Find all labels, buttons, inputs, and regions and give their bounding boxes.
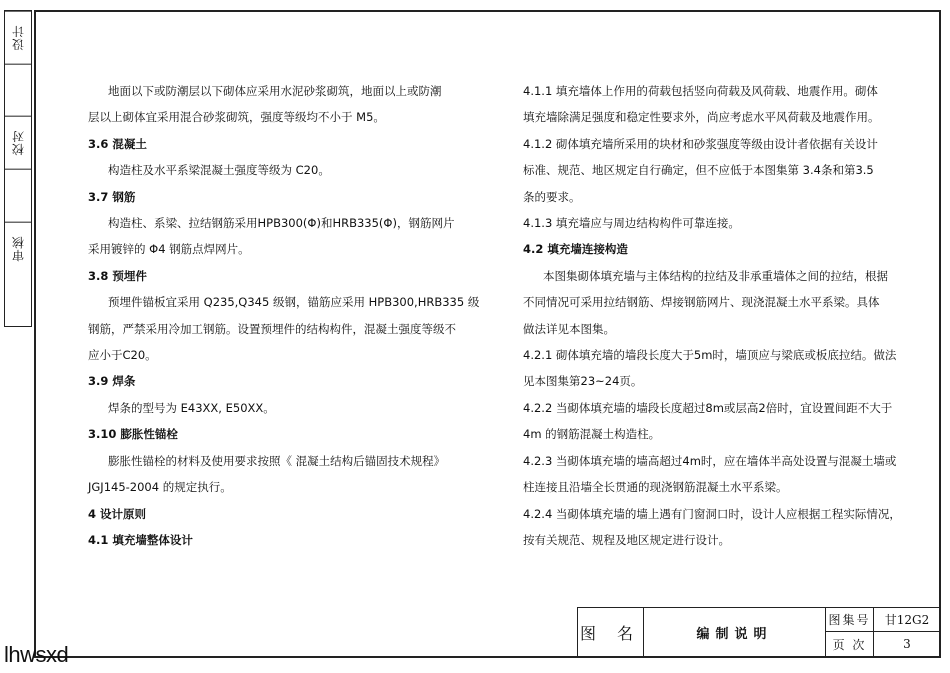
text-line: 柱连接且沿墙全长贯通的现浇钢筋混凝土水平系梁。 — [523, 480, 788, 495]
sidebar-cell: 校对 — [5, 116, 31, 169]
text-line: 4.1.1 填充墙体上作用的荷载包括竖向荷载及风荷载、地震作用。砌体 — [523, 84, 878, 98]
approval-sidebar — [4, 10, 32, 327]
text-line: 钢筋，严禁采用冷加工钢筋。设置预埋件的结构构件，混凝土强度等级不 — [88, 321, 456, 336]
atlas-number-label: 图集号 — [826, 608, 874, 631]
text-line: 4.2.2 当砌体填充墙的墙段长度超过8m或层高2倍时，宜设置间距不大于 — [523, 400, 893, 415]
sidebar-cell — [5, 64, 31, 117]
sidebar-cell: 审核 — [5, 222, 31, 275]
section-heading: 4 设计原则 — [88, 506, 147, 521]
section-heading: 3.6 混凝土 — [88, 136, 147, 151]
text-line: 焊条的型号为 E43XX, E50XX。 — [108, 400, 275, 415]
atlas-number-value: 甘12G2 — [884, 613, 930, 627]
text-line: 膨胀性锚栓的材料及使用要求按照《 混凝土结构后锚固技术规程》 — [108, 453, 446, 468]
text-line: 构造柱及水平系梁混凝土强度等级为 C20。 — [108, 163, 330, 178]
text-line: 构造柱、系梁、拉结钢筋采用HPB300(Φ)和HRB335(Φ)，钢筋网片 — [108, 216, 455, 231]
text-line: 4.2.4 当砌体填充墙的墙上遇有门窗洞口时，设计人应根据工程实际情况， — [523, 506, 901, 521]
sidebar-cell — [5, 274, 31, 326]
page-number-row — [826, 632, 940, 656]
text-line: 层以上砌体宜采用混合砂浆砌筑，强度等级均不小于 M5。 — [88, 110, 385, 125]
text-line: 不同情况可采用拉结钢筋、焊接钢筋网片、现浇混凝土水平系梁。具体 — [523, 295, 880, 310]
title-block — [577, 607, 939, 656]
sidebar-cell: 设计 — [5, 11, 31, 64]
text-line: 4m 的钢筋混凝土构造柱。 — [523, 427, 661, 442]
section-heading: 4.1 填充墙整体设计 — [88, 532, 193, 547]
atlas-number-row — [826, 608, 940, 632]
drawing-name-label: 图 名 — [578, 608, 644, 656]
section-heading: 3.10 膨胀性锚栓 — [88, 427, 178, 442]
text-line: 预埋件锚板宜采用 Q235,Q345 级钢，锚筋应采用 HPB300,HRB335 级 — [108, 295, 480, 310]
text-line: 按有关规范、规程及地区规定进行设计。 — [523, 532, 730, 547]
page-number-label: 页 次 — [826, 632, 874, 656]
page-number-value: 3 — [903, 637, 911, 651]
text-line: 4.2.3 当砌体填充墙的墙高超过4m时，应在墙体半高处设置与混凝土墙或 — [523, 453, 897, 468]
text-line: 条的要求。 — [523, 189, 581, 204]
text-line: 本图集砌体填充墙与主体结构的拉结及非承重墙体之间的拉结，根据 — [543, 268, 888, 283]
text-line: 做法详见本图集。 — [523, 321, 615, 336]
text-line: JGJ145-2004 的规定执行。 — [88, 480, 232, 495]
drawing-title: 编制说明 — [644, 608, 826, 656]
section-heading: 3.9 焊条 — [88, 374, 136, 389]
left-column — [88, 78, 480, 553]
sidebar-cell — [5, 169, 31, 222]
section-heading: 4.2 填充墙连接构造 — [523, 242, 628, 257]
text-line: 地面以下或防潮层以下砌体应采用水泥砂浆砌筑，地面以上或防潮 — [108, 84, 442, 98]
text-line: 标准、规范、地区规定自行确定，但不应低于本图集第 3.4条和第3.5 — [523, 163, 874, 178]
watermark-text: lhwsxd — [4, 642, 69, 667]
text-line: 4.1.3 填充墙应与周边结构构件可靠连接。 — [523, 216, 740, 231]
text-line: 应小于C20。 — [88, 348, 157, 363]
text-line: 4.1.2 砌体填充墙所采用的块材和砂浆强度等级由设计者依据有关设计 — [523, 136, 878, 151]
section-heading: 3.8 预埋件 — [88, 268, 147, 283]
text-line: 见本图集第23~24页。 — [523, 374, 643, 389]
right-column — [523, 78, 908, 553]
section-heading: 3.7 钢筋 — [88, 189, 136, 204]
text-line: 采用镀锌的 Φ4 钢筋点焊网片。 — [88, 242, 250, 257]
text-line: 填充墙除满足强度和稳定性要求外，尚应考虑水平风荷载及地震作用。 — [523, 110, 880, 125]
text-line: 4.2.1 砌体填充墙的墙段长度大于5m时，墙顶应与梁底或板底拉结。做法 — [523, 348, 897, 363]
